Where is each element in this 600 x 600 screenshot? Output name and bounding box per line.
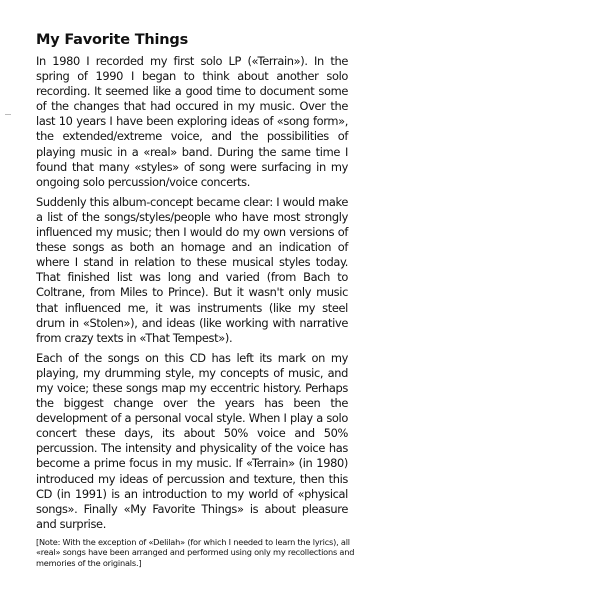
page-title: My Favorite Things	[36, 32, 189, 48]
scan-mark	[5, 114, 11, 115]
paragraph-2: Suddenly this album-concept became clear: I would make a list of the songs/styles/people who have most strongly influenced my music; then I would do my own versions of these songs as both an homage and an indication of where I stand in relation to these musical styles today. That finished list was long and varied (from Bach to Coltrane, from Miles to Prince). But it wasn't only music that influenced me, it was instruments (like my steel drum in «Stolen»), and ideas (like working with narrative from crazy texts in «That Tempest»).	[36, 194, 348, 345]
paragraph-1: In 1980 I recorded my first solo LP («Terrain»). In the spring of 1990 I began to think about another solo recording. It seemed like a good time to document some of the changes that had occured in my music. Over the last 10 years I have been exploring ideas of «song form», the extended/extreme voice, and the possibilities of playing music in a «real» band. During the same time I found that many «styles» of song were surfacing in my ongoing solo percussion/voice concerts.	[36, 54, 348, 189]
liner-notes-page	[36, 32, 355, 568]
footnote: [Note: With the exception of «Delilah» (for which I needed to learn the lyrics), all «real» songs have been arranged and performed using only my recollections and memories of the originals.]	[36, 536, 355, 568]
paragraph-3: Each of the songs on this CD has left its mark on my playing, my drumming style, my concepts of music, and my voice; these songs map my eccentric history. Perhaps the biggest change over the years has been the development of a personal vocal style. When I play a solo concert these days, its about 50% voice and 50% percussion. The intensity and physicality of the voice has become a prime focus in my music. If «Terrain» (in 1980) introduced my ideas of percussion and texture, then this CD (in 1991) is an introduction to my world of «physical songs». Finally «My Favorite Things» is about pleasure and surprise.	[36, 350, 348, 531]
